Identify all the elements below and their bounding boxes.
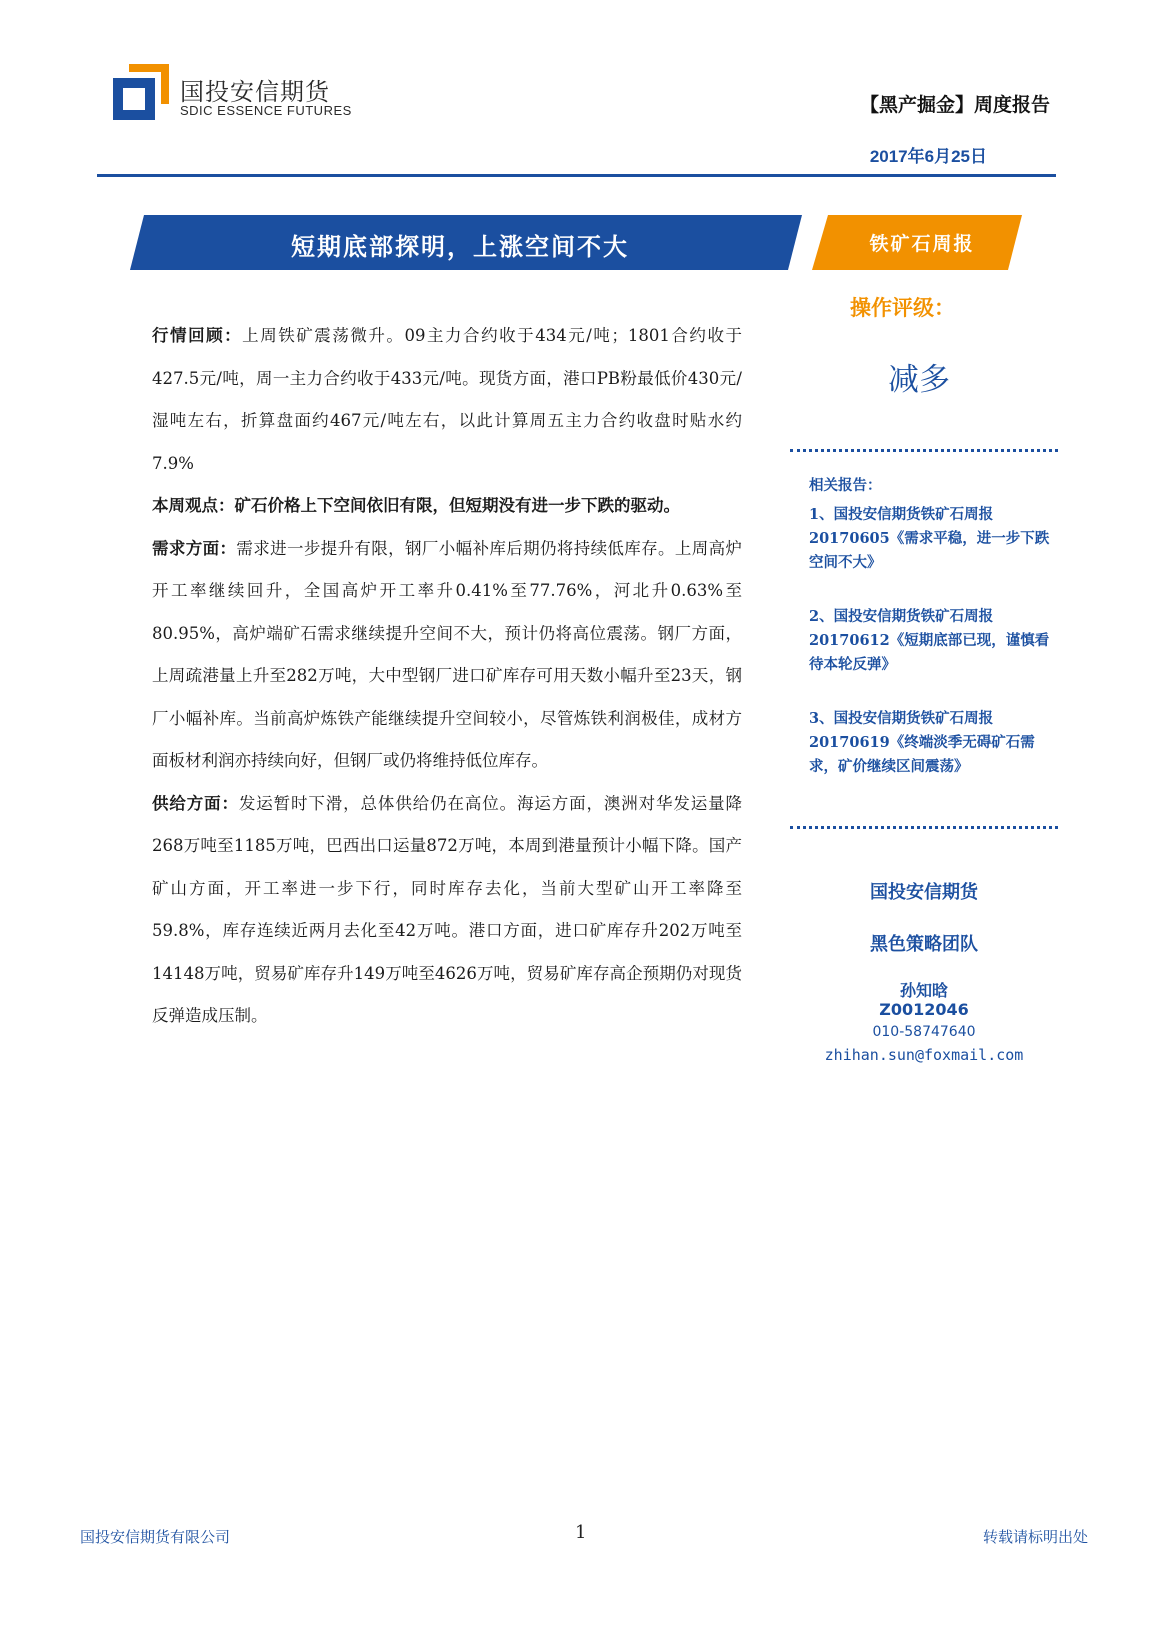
- header-divider: [97, 174, 1056, 177]
- company-logo: [113, 64, 169, 120]
- category-tag: [812, 215, 1042, 270]
- weekly-view-paragraph: [152, 485, 742, 528]
- footer-notice: 转载请标明出处: [982, 1528, 1088, 1546]
- supply-label: 供给方面：: [152, 793, 239, 813]
- analyst-email[interactable]: zhihan.sun@foxmail.com: [824, 1046, 1024, 1064]
- supply-paragraph: [152, 783, 742, 1038]
- category-tag-label: 铁矿石周报: [869, 233, 975, 255]
- contact-company: 国投安信期货: [870, 882, 978, 903]
- main-content: [152, 315, 742, 1038]
- weekly-view-text: 矿石价格上下空间依旧有限，但短期没有进一步下跌的驱动。: [234, 496, 680, 515]
- rating-label: 操作评级：: [850, 296, 955, 320]
- report-type: 【黑产掘金】周度报告: [859, 94, 1050, 116]
- supply-text: 发运暂时下滑，总体供给仍在高位。海运方面，澳洲对华发运量降268万吨至1185万吨，巴西出口运量872万吨，本周到港量预计小幅下降。国产矿山方面，开工率进一步下行，同时库存去化，当前大型矿山开工率降至59.8%，库存连续近两月去化至42万吨。港口方面，进口矿库存升202万吨至14148万吨，贸易矿库存升149万吨至4626万吨，贸易矿库存高企预期仍对现货反弹造成压制。: [152, 793, 743, 1025]
- related-report-item[interactable]: 1、国投安信期货铁矿石周报20170605《需求平稳，进一步下跌空间不大》: [809, 506, 1050, 571]
- brand-name-en: SDIC ESSENCE FUTURES: [180, 103, 352, 118]
- report-title: 短期底部探明，上涨空间不大: [291, 232, 629, 261]
- footer-company: 国投安信期货有限公司: [80, 1528, 231, 1546]
- report-date: 2017年6月25日: [869, 147, 987, 166]
- title-banner: [130, 215, 830, 270]
- page-number: 1: [575, 1522, 587, 1543]
- sidebar-divider-bottom: [790, 826, 1058, 829]
- analyst-name: 孙知晗: [899, 981, 948, 1000]
- demand-paragraph: [152, 528, 742, 783]
- rating-value: 减多: [888, 362, 950, 398]
- weekly-view-label: 本周观点：: [152, 496, 235, 515]
- analyst-phone: 010-58747640: [872, 1024, 976, 1040]
- brand-name-cn: 国投安信期货: [180, 78, 330, 106]
- market-review-text: 上周铁矿震荡微升。09主力合约收于434元/吨；1801合约收于427.5元/吨，周一主力合约收于433元/吨。现货方面，港口PB粉最低价430元/湿吨左右，折算盘面约467元/吨左右，以此计算周五主力合约收盘时贴水约7.9%: [152, 326, 743, 473]
- contact-team: 黑色策略团队: [870, 934, 978, 955]
- related-reports: [809, 474, 1059, 809]
- related-report-item[interactable]: 3、国投安信期货铁矿石周报20170619《终端淡季无碍矿石需求，矿价继续区间震荡》: [809, 710, 1035, 775]
- demand-text: 需求进一步提升有限，钢厂小幅补库后期仍将持续低库存。上周高炉开工率继续回升，全国高炉开工率升0.41%至77.76%，河北升0.63%至80.95%，高炉端矿石需求继续提升空间不大，预计仍将高位震荡。钢厂方面，上周疏港量上升至282万吨，大中型钢厂进口矿库存可用天数小幅升至23天，钢厂小幅补库。当前高炉炼铁产能继续提升空间较小，尽管炼铁利润极佳，成材方面板材利润亦持续向好，但钢厂或仍将维持低位库存。: [152, 538, 743, 770]
- analyst-license-id: Z0012046: [879, 1000, 969, 1019]
- related-report-item[interactable]: 2、国投安信期货铁矿石周报20170612《短期底部已现，谨慎看待本轮反弹》: [809, 608, 1050, 673]
- related-reports-heading: 相关报告：: [809, 477, 882, 494]
- sidebar-divider-top: [790, 449, 1058, 452]
- market-review-paragraph: [152, 315, 742, 485]
- market-review-label: 行情回顾：: [152, 326, 243, 345]
- demand-label: 需求方面：: [152, 538, 237, 558]
